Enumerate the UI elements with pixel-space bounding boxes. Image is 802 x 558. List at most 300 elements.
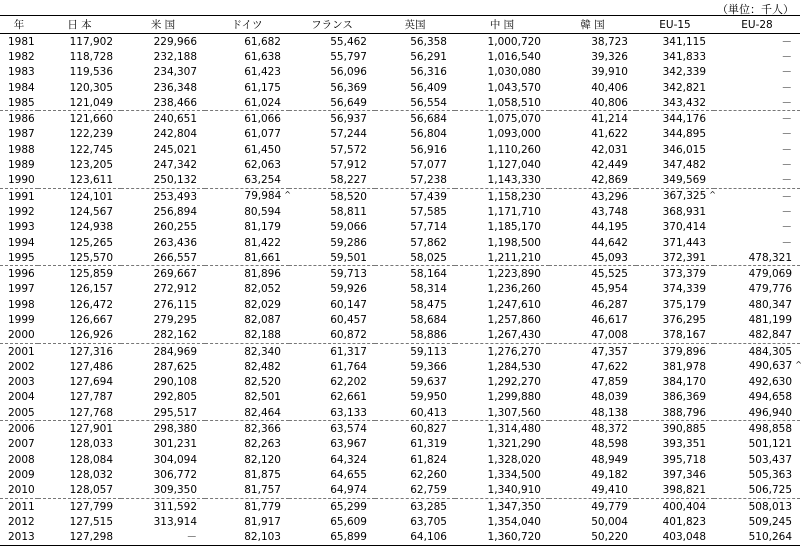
- value-cell: 64,106: [375, 530, 455, 546]
- value-cell: 56,804: [410, 128, 447, 141]
- value-cell: 48,949: [591, 453, 628, 466]
- value-cell: 59,637: [410, 376, 447, 389]
- value-cell: 119,536: [69, 66, 113, 79]
- value-cell: 48,138: [549, 405, 636, 421]
- value-cell: 56,649: [289, 95, 375, 111]
- value-cell: 304,094: [153, 453, 197, 466]
- value-cell: 61,319: [410, 438, 447, 451]
- table-row: [0, 34, 800, 50]
- value-cell: 63,254: [205, 173, 289, 189]
- value-cell: 57,912: [330, 159, 367, 172]
- table-row: [0, 250, 800, 266]
- value-cell: 45,525: [591, 268, 628, 281]
- year-cell: 1982: [8, 50, 35, 63]
- value-cell: 81,661: [205, 250, 289, 266]
- value-cell: 503,437: [748, 453, 792, 466]
- value-cell: 60,413: [375, 405, 455, 421]
- value-cell: 1,198,500: [487, 236, 541, 249]
- value-cell: 59,066: [330, 221, 367, 234]
- value-cell: 57,572: [330, 143, 367, 156]
- value-cell: －: [781, 190, 792, 203]
- value-cell: 57,077: [410, 159, 447, 172]
- value-cell: 127,901: [69, 423, 113, 436]
- table-row: [0, 467, 800, 482]
- value-cell: 44,642: [591, 236, 628, 249]
- value-cell: 1,276,270: [487, 345, 541, 358]
- value-cell: 58,227: [289, 173, 375, 189]
- table-row: [0, 498, 800, 514]
- value-cell: 506,725: [714, 483, 800, 499]
- value-cell: 61,317: [330, 345, 367, 358]
- value-cell: 1,334,500: [487, 468, 541, 481]
- value-cell: 481,199: [748, 313, 792, 326]
- value-cell: 121,049: [38, 95, 121, 111]
- value-cell: 279,295: [153, 313, 197, 326]
- table-row: [0, 421, 800, 437]
- value-cell: 1,043,570: [487, 81, 541, 94]
- value-cell: 390,885: [662, 423, 706, 436]
- value-cell: 65,299: [330, 500, 367, 513]
- table-row: [0, 188, 800, 204]
- table-row: [0, 65, 800, 80]
- value-cell: 245,021: [153, 143, 197, 156]
- value-cell: 59,113: [410, 345, 447, 358]
- value-cell: 62,759: [375, 483, 455, 499]
- value-cell: 58,025: [375, 250, 455, 266]
- value-cell: －: [781, 143, 792, 156]
- year-cell: 2003: [8, 376, 35, 389]
- table-row: [0, 375, 800, 390]
- value-cell: 58,520: [330, 190, 367, 203]
- value-cell: 64,655: [330, 468, 367, 481]
- value-cell: 375,179: [662, 298, 706, 311]
- value-cell: －: [714, 173, 800, 189]
- value-cell: 55,462: [330, 35, 367, 48]
- break-mark: ^: [709, 190, 716, 200]
- value-cell: 378,167: [636, 328, 714, 344]
- value-cell: 56,916: [410, 143, 447, 156]
- year-cell: 1985: [0, 95, 38, 111]
- value-cell: 59,713: [330, 268, 367, 281]
- value-cell: 56,316: [410, 66, 447, 79]
- value-cell: 341,115: [662, 35, 706, 48]
- value-cell: 60,147: [330, 298, 367, 311]
- value-cell: 403,048: [636, 530, 714, 546]
- value-cell: －: [714, 95, 800, 111]
- value-cell: 479,776: [748, 283, 792, 296]
- value-cell: 61,450: [244, 143, 281, 156]
- value-cell: 282,162: [121, 328, 205, 344]
- value-cell: 301,231: [153, 438, 197, 451]
- value-cell: 63,285: [410, 500, 447, 513]
- column-header: 日 本: [38, 16, 121, 34]
- year-cell: 2008: [8, 453, 35, 466]
- value-cell: 82,103: [205, 530, 289, 546]
- value-cell: 272,912: [153, 283, 197, 296]
- value-cell: 126,472: [69, 298, 113, 311]
- year-cell: 2001: [8, 345, 35, 358]
- year-cell: 1998: [8, 298, 35, 311]
- value-cell: 62,202: [330, 376, 367, 389]
- value-cell: 58,164: [410, 268, 447, 281]
- year-cell: 1996: [8, 268, 35, 281]
- year-cell: 1984: [8, 81, 35, 94]
- value-cell: 125,859: [69, 268, 113, 281]
- value-cell: 482,847: [714, 328, 800, 344]
- value-cell: 309,350: [121, 483, 205, 499]
- value-cell: 127,515: [69, 515, 113, 528]
- value-cell: 229,966: [153, 35, 197, 48]
- value-cell: 55,797: [330, 50, 367, 63]
- value-cell: 57,862: [410, 236, 447, 249]
- column-header: EU-28: [714, 16, 800, 34]
- value-cell: 57,439: [410, 190, 447, 203]
- value-cell: 238,466: [121, 95, 205, 111]
- value-cell: 509,245: [748, 515, 792, 528]
- value-cell: 290,108: [153, 376, 197, 389]
- value-cell: 1,110,260: [487, 143, 541, 156]
- value-cell: 118,728: [69, 50, 113, 63]
- value-cell: 81,179: [244, 221, 281, 234]
- value-cell: 496,940: [714, 405, 800, 421]
- value-cell: 1,247,610: [487, 298, 541, 311]
- value-cell: 1,185,170: [487, 221, 541, 234]
- value-cell: 63,574: [330, 423, 367, 436]
- year-cell: 1983: [8, 66, 35, 79]
- value-cell: 127,316: [69, 345, 113, 358]
- value-cell: 1,307,560: [455, 405, 549, 421]
- value-cell: 368,931: [662, 205, 706, 218]
- value-cell: 123,205: [69, 159, 113, 172]
- year-cell: 2002: [8, 360, 35, 373]
- value-cell: 376,295: [662, 313, 706, 326]
- year-cell: 1989: [8, 159, 35, 172]
- value-cell: 44,195: [591, 221, 628, 234]
- year-cell: 2009: [8, 468, 35, 481]
- value-cell: －: [781, 35, 792, 48]
- population-table: [0, 15, 800, 546]
- value-cell: 313,914: [153, 515, 197, 528]
- column-header: フランス: [289, 16, 375, 34]
- value-cell: 127,486: [69, 360, 113, 373]
- value-cell: －: [781, 128, 792, 141]
- value-cell: 266,557: [121, 250, 205, 266]
- value-cell: 39,910: [591, 66, 628, 79]
- value-cell: 64,974: [289, 483, 375, 499]
- value-cell: 125,265: [69, 236, 113, 249]
- value-cell: 127,799: [69, 500, 113, 513]
- value-cell: 58,314: [410, 283, 447, 296]
- table-row: [0, 514, 800, 529]
- value-cell: 256,894: [153, 205, 197, 218]
- table-row: [0, 204, 800, 219]
- column-header: 年: [0, 16, 38, 34]
- value-cell: 56,684: [410, 113, 447, 126]
- year-cell: 1991: [8, 190, 35, 203]
- table-row: [0, 328, 800, 344]
- value-cell: 122,239: [69, 128, 113, 141]
- value-cell: 292,805: [153, 391, 197, 404]
- value-cell: 46,287: [591, 298, 628, 311]
- value-cell: 82,520: [244, 376, 281, 389]
- value-cell: 41,214: [591, 113, 628, 126]
- value-cell: 56,409: [410, 81, 447, 94]
- value-cell: 1,299,880: [487, 391, 541, 404]
- value-cell: 61,824: [410, 453, 447, 466]
- value-cell: 41,622: [591, 128, 628, 141]
- value-cell: 505,363: [748, 468, 792, 481]
- value-cell: 117,902: [69, 35, 113, 48]
- value-cell: 128,033: [69, 438, 113, 451]
- value-cell: 48,372: [591, 423, 628, 436]
- value-cell: 60,457: [330, 313, 367, 326]
- value-cell: 397,346: [662, 468, 706, 481]
- value-cell: 49,779: [591, 500, 628, 513]
- value-cell: 128,032: [69, 468, 113, 481]
- value-cell: 79,984 ^: [244, 190, 291, 203]
- value-cell: 56,937: [330, 113, 367, 126]
- table-row: [0, 49, 800, 64]
- value-cell: 1,016,540: [487, 50, 541, 63]
- value-cell: 269,667: [153, 268, 197, 281]
- value-cell: 56,369: [330, 81, 367, 94]
- value-cell: 56,291: [410, 50, 447, 63]
- value-cell: 57,238: [375, 173, 455, 189]
- table-row: [0, 390, 800, 405]
- unit-note: （単位：千人）: [717, 3, 794, 16]
- value-cell: 50,004: [591, 515, 628, 528]
- value-cell: 1,127,040: [487, 159, 541, 172]
- value-cell: 1,292,270: [487, 376, 541, 389]
- year-cell: 1999: [8, 313, 35, 326]
- value-cell: 38,723: [591, 35, 628, 48]
- value-cell: 1,328,020: [487, 453, 541, 466]
- value-cell: 1,158,230: [487, 190, 541, 203]
- value-cell: 57,585: [410, 205, 447, 218]
- value-cell: 1,236,260: [487, 283, 541, 296]
- value-cell: 40,406: [591, 81, 628, 94]
- value-cell: 295,517: [121, 405, 205, 421]
- value-cell: 63,705: [410, 515, 447, 528]
- table-row: [0, 111, 800, 127]
- value-cell: 242,804: [153, 128, 197, 141]
- column-header: 韓 国: [549, 16, 636, 34]
- value-cell: 393,351: [662, 438, 706, 451]
- value-cell: 45,954: [591, 283, 628, 296]
- value-cell: 65,609: [330, 515, 367, 528]
- value-cell: 82,120: [244, 453, 281, 466]
- value-cell: 82,482: [244, 360, 281, 373]
- value-cell: 1,058,510: [455, 95, 549, 111]
- value-cell: 250,132: [121, 173, 205, 189]
- value-cell: 58,475: [410, 298, 447, 311]
- value-cell: 342,339: [662, 66, 706, 79]
- table-body: [0, 34, 800, 546]
- value-cell: －: [781, 205, 792, 218]
- value-cell: 480,347: [748, 298, 792, 311]
- value-cell: 127,787: [69, 391, 113, 404]
- value-cell: 42,031: [591, 143, 628, 156]
- value-cell: 344,176: [662, 113, 706, 126]
- value-cell: 508,013: [748, 500, 792, 513]
- table-row: [0, 359, 800, 374]
- value-cell: 311,592: [153, 500, 197, 513]
- year-cell: 1988: [8, 143, 35, 156]
- value-cell: 234,307: [153, 66, 197, 79]
- value-cell: 384,170: [662, 376, 706, 389]
- value-cell: 45,093: [549, 250, 636, 266]
- value-cell: 498,858: [748, 423, 792, 436]
- value-cell: －: [781, 221, 792, 234]
- value-cell: 64,324: [330, 453, 367, 466]
- value-cell: 125,570: [38, 250, 121, 266]
- value-cell: 247,342: [153, 159, 197, 172]
- value-cell: 510,264: [714, 530, 800, 546]
- break-mark: ^: [795, 360, 802, 370]
- value-cell: 81,875: [244, 468, 281, 481]
- column-header: 英国: [375, 16, 455, 34]
- year-cell: 2005: [0, 405, 38, 421]
- column-header: 中 国: [455, 16, 549, 34]
- value-cell: 81,896: [244, 268, 281, 281]
- value-cell: 59,286: [330, 236, 367, 249]
- value-cell: 346,015: [662, 143, 706, 156]
- value-cell: 65,899: [289, 530, 375, 546]
- value-cell: 61,175: [244, 81, 281, 94]
- value-cell: 306,772: [153, 468, 197, 481]
- value-cell: 42,449: [591, 159, 628, 172]
- value-cell: 400,404: [662, 500, 706, 513]
- value-cell: 62,260: [410, 468, 447, 481]
- value-cell: 386,369: [662, 391, 706, 404]
- value-cell: 494,658: [748, 391, 792, 404]
- year-cell: 1994: [8, 236, 35, 249]
- table-row: [0, 157, 800, 172]
- value-cell: 40,806: [549, 95, 636, 111]
- value-cell: 82,029: [244, 298, 281, 311]
- value-cell: 1,143,330: [455, 173, 549, 189]
- value-cell: 59,926: [330, 283, 367, 296]
- value-cell: 47,008: [549, 328, 636, 344]
- value-cell: 82,188: [205, 328, 289, 344]
- value-cell: 1,211,210: [455, 250, 549, 266]
- value-cell: 57,714: [410, 221, 447, 234]
- table-row: [0, 312, 800, 327]
- value-cell: 81,917: [244, 515, 281, 528]
- value-cell: －: [781, 81, 792, 94]
- year-cell: 1992: [8, 205, 35, 218]
- year-cell: 1995: [0, 250, 38, 266]
- year-cell: 2013: [0, 530, 38, 546]
- value-cell: 373,379: [662, 268, 706, 281]
- value-cell: 398,821: [636, 483, 714, 499]
- value-cell: 123,611: [38, 173, 121, 189]
- value-cell: 1,171,710: [487, 205, 541, 218]
- table-row: [0, 127, 800, 142]
- value-cell: 240,651: [153, 113, 197, 126]
- value-cell: 58,886: [375, 328, 455, 344]
- value-cell: 126,926: [38, 328, 121, 344]
- header-row: [0, 16, 800, 34]
- value-cell: 60,872: [289, 328, 375, 344]
- value-cell: 61,077: [244, 128, 281, 141]
- table-row: [0, 282, 800, 297]
- value-cell: －: [781, 113, 792, 126]
- value-cell: 57,244: [330, 128, 367, 141]
- value-cell: 372,391: [636, 250, 714, 266]
- value-cell: 56,554: [375, 95, 455, 111]
- value-cell: 344,895: [662, 128, 706, 141]
- value-cell: 43,748: [591, 205, 628, 218]
- year-cell: 2004: [8, 391, 35, 404]
- value-cell: 63,133: [289, 405, 375, 421]
- value-cell: 479,069: [748, 268, 792, 281]
- value-cell: 371,443: [662, 236, 706, 249]
- value-cell: 62,063: [244, 159, 281, 172]
- value-cell: 61,638: [244, 50, 281, 63]
- year-cell: 1986: [8, 113, 35, 126]
- column-header: EU-15: [636, 16, 714, 34]
- table-row: [0, 173, 800, 189]
- value-cell: 59,366: [410, 360, 447, 373]
- value-cell: 395,718: [662, 453, 706, 466]
- year-cell: 2006: [8, 423, 35, 436]
- value-cell: 126,667: [69, 313, 113, 326]
- value-cell: 47,859: [591, 376, 628, 389]
- value-cell: 56,096: [330, 66, 367, 79]
- value-cell: －: [781, 236, 792, 249]
- value-cell: 232,188: [153, 50, 197, 63]
- value-cell: 236,348: [153, 81, 197, 94]
- value-cell: 62,661: [330, 391, 367, 404]
- table-row: [0, 452, 800, 467]
- value-cell: 47,357: [591, 345, 628, 358]
- value-cell: 1,075,070: [487, 113, 541, 126]
- value-cell: 82,340: [244, 345, 281, 358]
- table-row: [0, 220, 800, 235]
- year-cell: 1990: [0, 173, 38, 189]
- value-cell: 127,298: [38, 530, 121, 546]
- value-cell: 127,768: [38, 405, 121, 421]
- value-cell: 127,694: [69, 376, 113, 389]
- year-cell: 2007: [8, 438, 35, 451]
- value-cell: 61,764: [330, 360, 367, 373]
- year-cell: 2000: [0, 328, 38, 344]
- value-cell: 39,326: [591, 50, 628, 63]
- value-cell: 298,380: [153, 423, 197, 436]
- value-cell: 1,314,480: [487, 423, 541, 436]
- value-cell: 374,339: [662, 283, 706, 296]
- value-cell: 124,567: [69, 205, 113, 218]
- value-cell: 287,625: [153, 360, 197, 373]
- year-cell: 2012: [8, 515, 35, 528]
- value-cell: －: [781, 159, 792, 172]
- value-cell: 381,978: [662, 360, 706, 373]
- value-cell: 253,493: [153, 190, 197, 203]
- value-cell: 128,057: [38, 483, 121, 499]
- value-cell: 263,436: [153, 236, 197, 249]
- value-cell: 49,182: [591, 468, 628, 481]
- value-cell: 81,779: [244, 500, 281, 513]
- value-cell: －: [121, 530, 205, 546]
- value-cell: 1,321,290: [487, 438, 541, 451]
- value-cell: 120,305: [69, 81, 113, 94]
- value-cell: 1,093,000: [487, 128, 541, 141]
- value-cell: 379,896: [662, 345, 706, 358]
- value-cell: 490,637 ^: [748, 360, 802, 373]
- value-cell: 367,325 ^: [662, 190, 716, 203]
- value-cell: 341,833: [662, 50, 706, 63]
